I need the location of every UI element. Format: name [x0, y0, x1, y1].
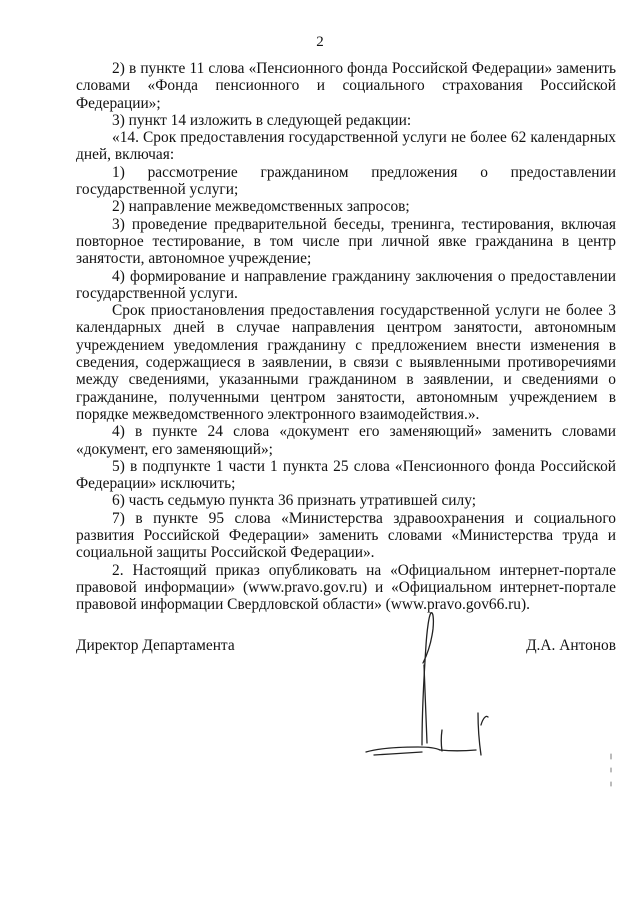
paragraph-amendment-2: 2) в пункте 11 слова «Пенсионного фонда Российской Федерации» заменить словами «Фонда пенсионного и социального страхования Российской Федерации»; [76, 60, 616, 112]
page-number: 2 [316, 34, 324, 50]
handwritten-signature [360, 605, 510, 765]
document-body [76, 60, 616, 614]
scan-edge-marks [606, 752, 618, 812]
paragraph-suspension-term: Срок приостановления предоставления государственной услуги не более 3 календарных дней в случае направления центром занятости, автономным учреждением уведомления гражданину с предложением внести изменения в сведения, содержащиеся в заявлении, в связи с выявленными противоречиями между сведениями, указанными гражданином в заявлении, и сведениями о гражданине, полученными центром занятости, автономным учреждением в порядке межведомственного электронного взаимодействия.». [76, 302, 616, 423]
paragraph-clause-14: «14. Срок предоставления государственной услуги не более 62 календарных дней, включая: [76, 129, 616, 164]
paragraph-amendment-6: 6) часть седьмую пункта 36 признать утратившей силу; [112, 492, 476, 510]
paragraph-amendment-3: 3) пункт 14 изложить в следующей редакции: [112, 111, 412, 129]
paragraph-subitem-1: 1) рассмотрение гражданином предложения о предоставлении государственной услуги; [76, 163, 616, 199]
paragraph-amendment-4: 4) в пункте 24 слова «документ его заменяющий» заменить словами «документ, его заменяющий»; [76, 423, 616, 458]
paragraph-publication: 2. Настоящий приказ опубликовать на «Официальном интернет-портале правовой информации» (www.pravo.gov.ru) и «Официальном интернет-портале правовой информации Свердловской области» (www.pravo.gov66.ru). [76, 561, 616, 614]
paragraph-amendment-5: 5) в подпункте 1 части 1 пункта 25 слова «Пенсионного фонда Российской Федерации» исключить; [76, 457, 616, 493]
signatory-title: Директор Департамента [76, 637, 235, 654]
paragraph-subitem-2: 2) направление межведомственных запросов; [112, 198, 410, 216]
paragraph-subitem-4: 4) формирование и направление гражданину заключения о предоставлении государственной услуги. [76, 267, 616, 302]
signatory-name: Д.А. Антонов [526, 637, 616, 654]
paragraph-subitem-3: 3) проведение предварительной беседы, тренинга, тестирования, включая повторное тестирование, в том числе при личной явке гражданина в центр занятости, автономное учреждение; [76, 215, 616, 268]
paragraph-amendment-7: 7) в пункте 95 слова «Министерства здравоохранения и социального развития Российской Федерации» заменить словами «Министерства труда и социальной защиты Российской Федерации». [76, 509, 616, 562]
